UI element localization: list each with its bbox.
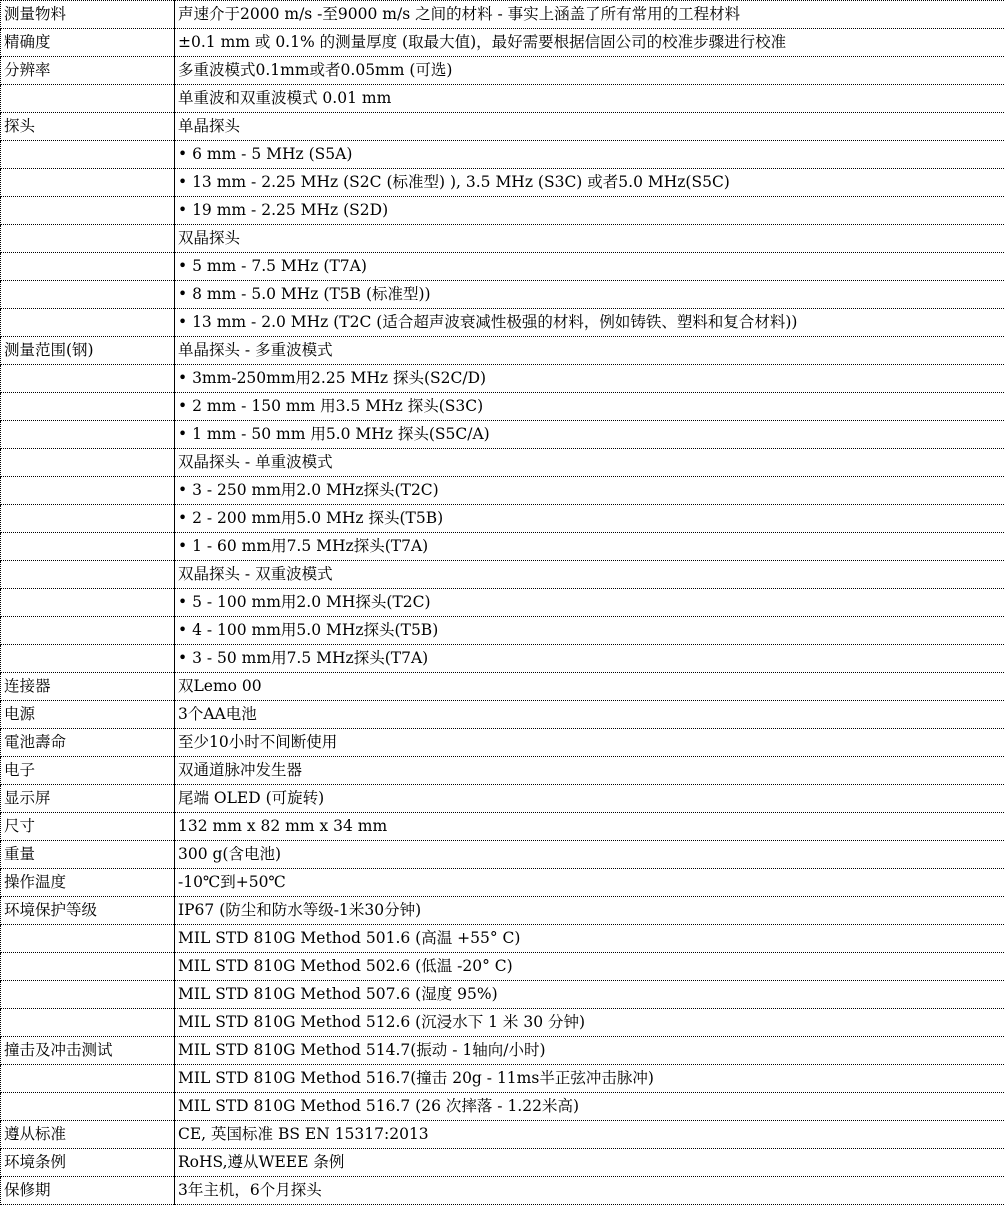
spec-value: MIL STD 810G Method 516.7 (26 次摔落 - 1.22米高) [175,1093,1005,1121]
spec-label: 测量物料 [1,1,175,29]
table-row [1,169,1005,197]
spec-value: • 4 - 100 mm用5.0 MHz探头(T5B) [175,617,1005,645]
table-row [1,85,1005,113]
spec-value: 多重波模式0.1mm或者0.05mm (可选) [175,57,1005,85]
spec-value: 尾端 OLED (可旋转) [175,785,1005,813]
spec-value: • 6 mm - 5 MHz (S5A) [175,141,1005,169]
spec-label: 环境保护等级 [1,897,175,925]
table-row [1,813,1005,841]
spec-label: 电源 [1,701,175,729]
table-row [1,1093,1005,1121]
spec-label [1,225,175,253]
spec-value: • 13 mm - 2.25 MHz (S2C (标准型) ), 3.5 MHz (S3C) 或者5.0 MHz(S5C) [175,169,1005,197]
spec-label [1,953,175,981]
table-row [1,477,1005,505]
table-row [1,729,1005,757]
spec-label [1,1009,175,1037]
spec-label: 撞击及冲击测试 [1,1037,175,1065]
table-row [1,841,1005,869]
spec-label: 保修期 [1,1177,175,1205]
spec-value: 单晶探头 - 多重波模式 [175,337,1005,365]
spec-value: 3个AA电池 [175,701,1005,729]
spec-label [1,421,175,449]
spec-value: 双通道脉冲发生器 [175,757,1005,785]
spec-value: 双晶探头 - 双重波模式 [175,561,1005,589]
spec-label [1,533,175,561]
table-row [1,225,1005,253]
table-row [1,309,1005,337]
spec-value: MIL STD 810G Method 514.7(振动 - 1轴向/小时) [175,1037,1005,1065]
spec-value: • 5 mm - 7.5 MHz (T7A) [175,253,1005,281]
table-row [1,365,1005,393]
spec-label: 尺寸 [1,813,175,841]
spec-label [1,253,175,281]
spec-label: 显示屏 [1,785,175,813]
table-row [1,589,1005,617]
spec-label: 操作温度 [1,869,175,897]
spec-label [1,477,175,505]
spec-label [1,197,175,225]
table-row [1,1,1005,29]
spec-value: MIL STD 810G Method 501.6 (高温 +55° C) [175,925,1005,953]
table-row [1,253,1005,281]
spec-label [1,1065,175,1093]
spec-value: IP67 (防尘和防水等级-1米30分钟) [175,897,1005,925]
spec-table-body [1,1,1005,1205]
spec-value: ±0.1 mm 或 0.1% 的测量厚度 (取最大值)，最好需要根据信固公司的校准步骤进行校准 [175,29,1005,57]
table-row [1,701,1005,729]
spec-value: 3年主机，6个月探头 [175,1177,1005,1205]
spec-label: 分辨率 [1,57,175,85]
table-row [1,1037,1005,1065]
table-row [1,561,1005,589]
spec-value: • 5 - 100 mm用2.0 MH探头(T2C) [175,589,1005,617]
table-row [1,645,1005,673]
spec-value: • 2 - 200 mm用5.0 MHz 探头(T5B) [175,505,1005,533]
spec-label [1,169,175,197]
table-row [1,505,1005,533]
table-row [1,393,1005,421]
spec-label [1,561,175,589]
spec-label [1,645,175,673]
spec-value: • 19 mm - 2.25 MHz (S2D) [175,197,1005,225]
table-row [1,113,1005,141]
table-row [1,953,1005,981]
table-row [1,533,1005,561]
spec-label [1,141,175,169]
spec-value: • 8 mm - 5.0 MHz (T5B (标准型)) [175,281,1005,309]
spec-value: 单重波和双重波模式 0.01 mm [175,85,1005,113]
spec-value: • 3 - 250 mm用2.0 MHz探头(T2C) [175,477,1005,505]
spec-value: MIL STD 810G Method 512.6 (沉浸水下 1 米 30 分钟) [175,1009,1005,1037]
spec-label: 電池壽命 [1,729,175,757]
spec-value: 双晶探头 [175,225,1005,253]
table-row [1,1177,1005,1205]
spec-value: • 3mm-250mm用2.25 MHz 探头(S2C/D) [175,365,1005,393]
table-row [1,869,1005,897]
table-row [1,1009,1005,1037]
table-row [1,1065,1005,1093]
spec-label: 精确度 [1,29,175,57]
table-row [1,897,1005,925]
spec-value: 双Lemo 00 [175,673,1005,701]
table-row [1,197,1005,225]
table-row [1,57,1005,85]
table-row [1,757,1005,785]
spec-label [1,1093,175,1121]
table-row [1,785,1005,813]
spec-value: -10℃到+50℃ [175,869,1005,897]
spec-label [1,365,175,393]
table-row [1,1149,1005,1177]
table-row [1,29,1005,57]
spec-label: 电子 [1,757,175,785]
table-row [1,337,1005,365]
table-row [1,1121,1005,1149]
spec-value: CE, 英国标准 BS EN 15317:2013 [175,1121,1005,1149]
spec-value: 双晶探头 - 单重波模式 [175,449,1005,477]
spec-label [1,449,175,477]
table-row [1,421,1005,449]
spec-value: • 1 mm - 50 mm 用5.0 MHz 探头(S5C/A) [175,421,1005,449]
spec-label [1,505,175,533]
spec-label: 环境条例 [1,1149,175,1177]
spec-value: MIL STD 810G Method 516.7(撞击 20g - 11ms半正弦冲击脉冲) [175,1065,1005,1093]
spec-label: 连接器 [1,673,175,701]
spec-value: • 3 - 50 mm用7.5 MHz探头(T7A) [175,645,1005,673]
spec-label [1,393,175,421]
spec-label [1,981,175,1009]
table-row [1,141,1005,169]
spec-label [1,617,175,645]
spec-value: MIL STD 810G Method 502.6 (低温 -20° C) [175,953,1005,981]
spec-value: 132 mm x 82 mm x 34 mm [175,813,1005,841]
spec-value: MIL STD 810G Method 507.6 (湿度 95%) [175,981,1005,1009]
spec-value: 单晶探头 [175,113,1005,141]
spec-label: 探头 [1,113,175,141]
spec-value: • 1 - 60 mm用7.5 MHz探头(T7A) [175,533,1005,561]
spec-label: 测量范围(钢) [1,337,175,365]
spec-value: 300 g(含电池) [175,841,1005,869]
table-row [1,617,1005,645]
spec-label [1,925,175,953]
spec-label [1,281,175,309]
spec-value: • 2 mm - 150 mm 用3.5 MHz 探头(S3C) [175,393,1005,421]
table-row [1,925,1005,953]
spec-label [1,309,175,337]
table-row [1,981,1005,1009]
spec-label: 遵从标准 [1,1121,175,1149]
spec-value: RoHS,遵从WEEE 条例 [175,1149,1005,1177]
table-row [1,449,1005,477]
spec-label [1,589,175,617]
spec-value: • 13 mm - 2.0 MHz (T2C (适合超声波衰减性极强的材料，例如铸铁、塑料和复合材料)) [175,309,1005,337]
spec-label [1,85,175,113]
spec-value: 至少10小时不间断使用 [175,729,1005,757]
spec-value: 声速介于2000 m/s -至9000 m/s 之间的材料 - 事实上涵盖了所有常用的工程材料 [175,1,1005,29]
spec-label: 重量 [1,841,175,869]
table-row [1,281,1005,309]
table-row [1,673,1005,701]
